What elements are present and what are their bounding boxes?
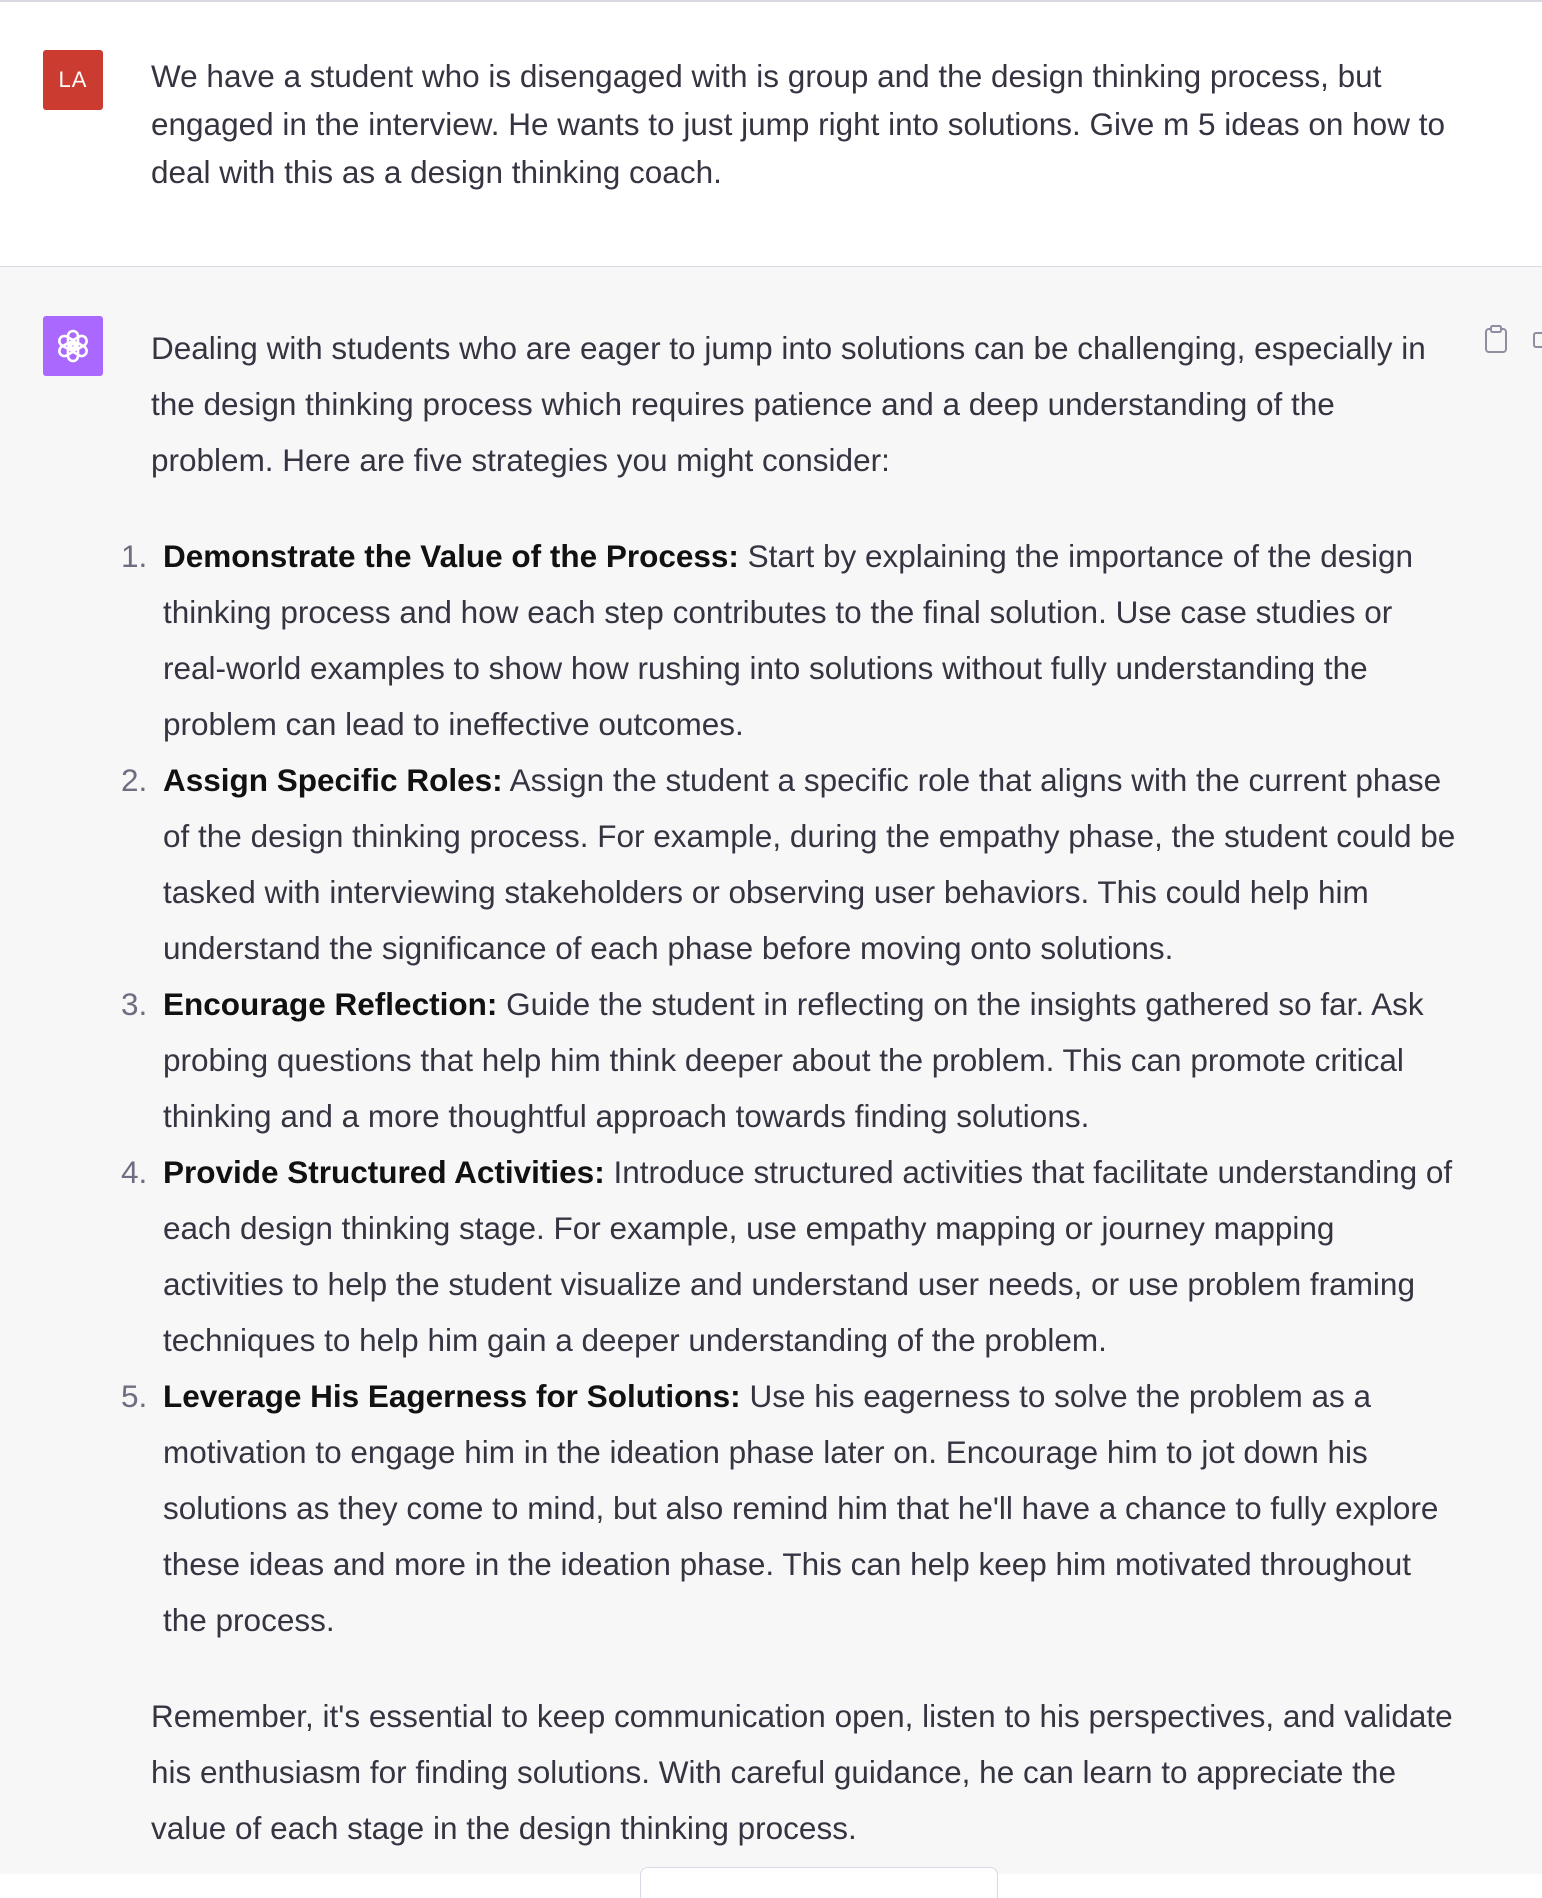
response-closing: Remember, it's essential to keep communication open, listen to his perspectives, and validate his enthusiasm for finding solutions. With careful guidance, he can learn to appreciate the value of each stage in the design thinking process. xyxy=(151,1698,1453,1846)
response-intro: Dealing with students who are eager to jump into solutions can be challenging, especially in the design thinking process which requires patience and a deep understanding of the problem. Here are five strategies you might consider: xyxy=(151,330,1426,478)
user-avatar xyxy=(43,50,103,110)
user-message xyxy=(0,2,1542,267)
list-number: 5. xyxy=(121,1378,148,1414)
list-number: 4. xyxy=(121,1154,148,1190)
item-text: Guide the student in reflecting on the insights gathered so far. Ask probing questions that help him think deeper about the problem. This can promote critical thinking and a more thoughtful approach towards finding solutions. xyxy=(163,986,1424,1134)
item-text: Start by explaining the importance of the design thinking process and how each step contributes to the final solution. Use case studies or real-world examples to show how rushing into solutions without fully understanding the problem can lead to ineffective outcomes. xyxy=(163,538,1414,742)
copy-button[interactable] xyxy=(1480,323,1512,355)
list-item xyxy=(121,1144,1461,1368)
item-text: Assign the student a specific role that aligns with the current phase of the design thinking process. For example, during the empathy phase, the student could be tasked with interviewing stakeholders or observing user behaviors. This could help him understand the significance of each phase before moving onto solutions. xyxy=(163,762,1456,966)
item-text: Use his eagerness to solve the problem as a motivation to engage him in the ideation phase later on. Encourage him to jot down his solutions as they come to mind, but also remind him that he'll have a chance to fully explore these ideas and more in the ideation phase. This can help keep him motivated throughout the process. xyxy=(163,1378,1439,1638)
user-message-text: We have a student who is disengaged with is group and the design thinking process, but engaged in the interview. He wants to just jump right into solutions. Give m 5 ideas on how to deal with this as a design thinking coach. xyxy=(151,58,1445,190)
item-title: Assign Specific Roles: xyxy=(163,762,503,798)
clipboard-icon xyxy=(1483,324,1509,354)
item-title: Encourage Reflection: xyxy=(163,986,498,1022)
thumbs-up-icon[interactable] xyxy=(1530,329,1542,351)
regenerate-button[interactable] xyxy=(640,1867,998,1898)
list-item xyxy=(121,1368,1461,1648)
openai-logo-icon xyxy=(43,316,103,376)
user-avatar-initials: LA xyxy=(58,67,88,92)
strategy-list xyxy=(121,528,1461,1648)
assistant-message xyxy=(0,267,1542,1874)
item-title: Demonstrate the Value of the Process: xyxy=(163,538,739,574)
list-number: 2. xyxy=(121,762,148,798)
list-item xyxy=(121,976,1461,1144)
list-item xyxy=(121,752,1461,976)
list-item xyxy=(121,528,1461,752)
list-number: 1. xyxy=(121,538,148,574)
item-text: Introduce structured activities that facilitate understanding of each design thinking stage. For example, use empathy mapping or journey mapping activities to help the student visualize and understand user needs, or use problem framing techniques to help him gain a deeper understanding of the problem. xyxy=(163,1154,1453,1358)
assistant-response xyxy=(121,320,1461,1856)
item-title: Leverage His Eagerness for Solutions: xyxy=(163,1378,741,1414)
list-number: 3. xyxy=(121,986,148,1022)
item-title: Provide Structured Activities: xyxy=(163,1154,605,1190)
